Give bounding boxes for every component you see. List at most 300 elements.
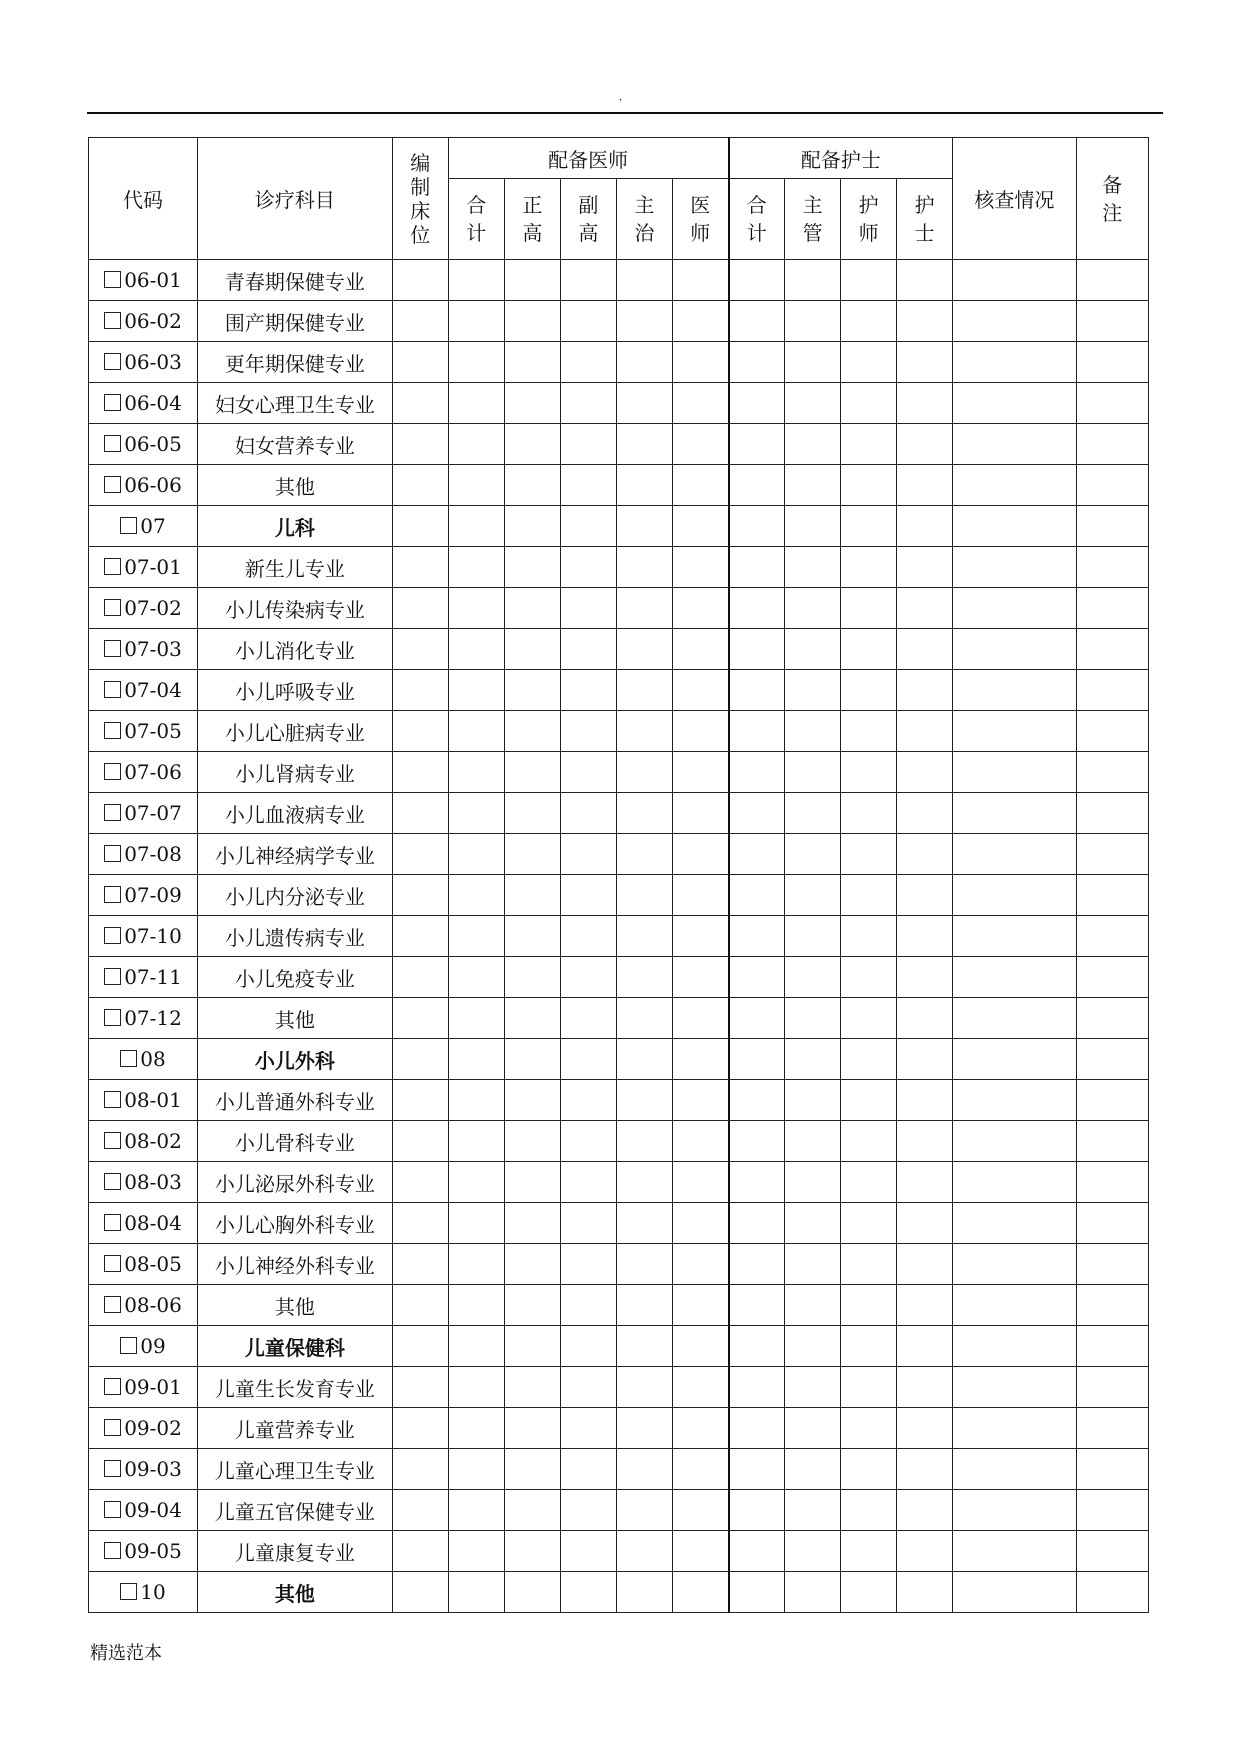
beds-cell[interactable] — [392, 1367, 448, 1408]
nurses-nurse-cell[interactable] — [897, 1408, 953, 1449]
doctors-attending-cell[interactable] — [616, 1490, 672, 1531]
nurses-nurse-cell[interactable] — [897, 711, 953, 752]
doctors-associate-cell[interactable] — [560, 1121, 616, 1162]
doctors-total-cell[interactable] — [448, 793, 504, 834]
doctors-physician-cell[interactable] — [672, 1326, 728, 1367]
remark-cell[interactable] — [1076, 424, 1149, 465]
doctors-attending-cell[interactable] — [616, 834, 672, 875]
nurses-total-cell[interactable] — [729, 547, 785, 588]
nurses-total-cell[interactable] — [729, 383, 785, 424]
remark-cell[interactable] — [1076, 1039, 1149, 1080]
nurses-nurse-cell[interactable] — [897, 916, 953, 957]
doctors-attending-cell[interactable] — [616, 916, 672, 957]
doctors-total-cell[interactable] — [448, 1572, 504, 1613]
checkbox[interactable] — [104, 804, 121, 821]
checkbox[interactable] — [104, 1132, 121, 1149]
doctors-senior-cell[interactable] — [504, 1449, 560, 1490]
beds-cell[interactable] — [392, 875, 448, 916]
nurses-total-cell[interactable] — [729, 670, 785, 711]
doctors-attending-cell[interactable] — [616, 301, 672, 342]
doctors-associate-cell[interactable] — [560, 1572, 616, 1613]
nurses-total-cell[interactable] — [729, 916, 785, 957]
doctors-associate-cell[interactable] — [560, 1326, 616, 1367]
nurses-practitioner-cell[interactable] — [841, 1162, 897, 1203]
checkbox[interactable] — [104, 927, 121, 944]
doctors-associate-cell[interactable] — [560, 752, 616, 793]
nurses-nurse-cell[interactable] — [897, 383, 953, 424]
check-cell[interactable] — [953, 711, 1076, 752]
doctors-total-cell[interactable] — [448, 1203, 504, 1244]
doctors-physician-cell[interactable] — [672, 1490, 728, 1531]
doctors-senior-cell[interactable] — [504, 1203, 560, 1244]
remark-cell[interactable] — [1076, 465, 1149, 506]
doctors-senior-cell[interactable] — [504, 1572, 560, 1613]
doctors-associate-cell[interactable] — [560, 1531, 616, 1572]
nurses-practitioner-cell[interactable] — [841, 752, 897, 793]
doctors-senior-cell[interactable] — [504, 383, 560, 424]
nurses-supervisor-cell[interactable] — [785, 424, 841, 465]
beds-cell[interactable] — [392, 342, 448, 383]
nurses-nurse-cell[interactable] — [897, 506, 953, 547]
remark-cell[interactable] — [1076, 875, 1149, 916]
nurses-practitioner-cell[interactable] — [841, 957, 897, 998]
nurses-practitioner-cell[interactable] — [841, 424, 897, 465]
doctors-attending-cell[interactable] — [616, 875, 672, 916]
doctors-associate-cell[interactable] — [560, 916, 616, 957]
doctors-total-cell[interactable] — [448, 547, 504, 588]
beds-cell[interactable] — [392, 588, 448, 629]
doctors-total-cell[interactable] — [448, 957, 504, 998]
nurses-practitioner-cell[interactable] — [841, 301, 897, 342]
checkbox[interactable] — [104, 886, 121, 903]
check-cell[interactable] — [953, 629, 1076, 670]
check-cell[interactable] — [953, 424, 1076, 465]
nurses-nurse-cell[interactable] — [897, 301, 953, 342]
checkbox[interactable] — [120, 1583, 137, 1600]
nurses-practitioner-cell[interactable] — [841, 1449, 897, 1490]
nurses-nurse-cell[interactable] — [897, 260, 953, 301]
check-cell[interactable] — [953, 1162, 1076, 1203]
doctors-senior-cell[interactable] — [504, 834, 560, 875]
doctors-associate-cell[interactable] — [560, 1285, 616, 1326]
check-cell[interactable] — [953, 752, 1076, 793]
doctors-associate-cell[interactable] — [560, 465, 616, 506]
doctors-total-cell[interactable] — [448, 834, 504, 875]
nurses-supervisor-cell[interactable] — [785, 711, 841, 752]
nurses-practitioner-cell[interactable] — [841, 670, 897, 711]
remark-cell[interactable] — [1076, 793, 1149, 834]
beds-cell[interactable] — [392, 1244, 448, 1285]
doctors-associate-cell[interactable] — [560, 260, 616, 301]
nurses-total-cell[interactable] — [729, 1039, 785, 1080]
remark-cell[interactable] — [1076, 1203, 1149, 1244]
nurses-supervisor-cell[interactable] — [785, 547, 841, 588]
checkbox[interactable] — [104, 722, 121, 739]
doctors-total-cell[interactable] — [448, 1285, 504, 1326]
doctors-physician-cell[interactable] — [672, 875, 728, 916]
doctors-associate-cell[interactable] — [560, 670, 616, 711]
nurses-nurse-cell[interactable] — [897, 342, 953, 383]
doctors-associate-cell[interactable] — [560, 1203, 616, 1244]
nurses-total-cell[interactable] — [729, 834, 785, 875]
nurses-practitioner-cell[interactable] — [841, 1367, 897, 1408]
nurses-practitioner-cell[interactable] — [841, 506, 897, 547]
checkbox[interactable] — [104, 476, 121, 493]
nurses-practitioner-cell[interactable] — [841, 834, 897, 875]
doctors-attending-cell[interactable] — [616, 424, 672, 465]
checkbox[interactable] — [104, 1378, 121, 1395]
doctors-associate-cell[interactable] — [560, 1039, 616, 1080]
check-cell[interactable] — [953, 1531, 1076, 1572]
nurses-total-cell[interactable] — [729, 588, 785, 629]
nurses-nurse-cell[interactable] — [897, 670, 953, 711]
nurses-nurse-cell[interactable] — [897, 588, 953, 629]
nurses-supervisor-cell[interactable] — [785, 1408, 841, 1449]
doctors-physician-cell[interactable] — [672, 588, 728, 629]
remark-cell[interactable] — [1076, 260, 1149, 301]
doctors-total-cell[interactable] — [448, 1080, 504, 1121]
doctors-associate-cell[interactable] — [560, 998, 616, 1039]
doctors-total-cell[interactable] — [448, 588, 504, 629]
nurses-total-cell[interactable] — [729, 711, 785, 752]
checkbox[interactable] — [120, 1050, 137, 1067]
doctors-total-cell[interactable] — [448, 1121, 504, 1162]
doctors-total-cell[interactable] — [448, 1039, 504, 1080]
doctors-associate-cell[interactable] — [560, 383, 616, 424]
doctors-attending-cell[interactable] — [616, 998, 672, 1039]
nurses-practitioner-cell[interactable] — [841, 1039, 897, 1080]
beds-cell[interactable] — [392, 1531, 448, 1572]
doctors-senior-cell[interactable] — [504, 260, 560, 301]
doctors-total-cell[interactable] — [448, 629, 504, 670]
nurses-practitioner-cell[interactable] — [841, 1203, 897, 1244]
doctors-physician-cell[interactable] — [672, 711, 728, 752]
doctors-senior-cell[interactable] — [504, 547, 560, 588]
doctors-attending-cell[interactable] — [616, 793, 672, 834]
check-cell[interactable] — [953, 1572, 1076, 1613]
doctors-total-cell[interactable] — [448, 1162, 504, 1203]
doctors-senior-cell[interactable] — [504, 1080, 560, 1121]
beds-cell[interactable] — [392, 629, 448, 670]
check-cell[interactable] — [953, 998, 1076, 1039]
remark-cell[interactable] — [1076, 547, 1149, 588]
beds-cell[interactable] — [392, 1162, 448, 1203]
beds-cell[interactable] — [392, 506, 448, 547]
doctors-attending-cell[interactable] — [616, 1572, 672, 1613]
doctors-associate-cell[interactable] — [560, 1367, 616, 1408]
beds-cell[interactable] — [392, 547, 448, 588]
doctors-senior-cell[interactable] — [504, 1367, 560, 1408]
doctors-physician-cell[interactable] — [672, 834, 728, 875]
doctors-physician-cell[interactable] — [672, 342, 728, 383]
doctors-senior-cell[interactable] — [504, 629, 560, 670]
nurses-nurse-cell[interactable] — [897, 547, 953, 588]
nurses-nurse-cell[interactable] — [897, 629, 953, 670]
doctors-senior-cell[interactable] — [504, 957, 560, 998]
doctors-attending-cell[interactable] — [616, 506, 672, 547]
doctors-total-cell[interactable] — [448, 342, 504, 383]
doctors-physician-cell[interactable] — [672, 1408, 728, 1449]
nurses-nurse-cell[interactable] — [897, 998, 953, 1039]
nurses-total-cell[interactable] — [729, 629, 785, 670]
beds-cell[interactable] — [392, 1490, 448, 1531]
nurses-supervisor-cell[interactable] — [785, 1531, 841, 1572]
nurses-total-cell[interactable] — [729, 1326, 785, 1367]
remark-cell[interactable] — [1076, 670, 1149, 711]
doctors-associate-cell[interactable] — [560, 629, 616, 670]
nurses-supervisor-cell[interactable] — [785, 465, 841, 506]
doctors-attending-cell[interactable] — [616, 1080, 672, 1121]
doctors-senior-cell[interactable] — [504, 1490, 560, 1531]
nurses-supervisor-cell[interactable] — [785, 1367, 841, 1408]
nurses-total-cell[interactable] — [729, 1203, 785, 1244]
nurses-supervisor-cell[interactable] — [785, 1162, 841, 1203]
nurses-practitioner-cell[interactable] — [841, 793, 897, 834]
doctors-senior-cell[interactable] — [504, 1531, 560, 1572]
remark-cell[interactable] — [1076, 1285, 1149, 1326]
doctors-physician-cell[interactable] — [672, 793, 728, 834]
doctors-attending-cell[interactable] — [616, 752, 672, 793]
check-cell[interactable] — [953, 1121, 1076, 1162]
beds-cell[interactable] — [392, 1326, 448, 1367]
beds-cell[interactable] — [392, 1121, 448, 1162]
doctors-physician-cell[interactable] — [672, 1572, 728, 1613]
remark-cell[interactable] — [1076, 711, 1149, 752]
doctors-physician-cell[interactable] — [672, 260, 728, 301]
remark-cell[interactable] — [1076, 1244, 1149, 1285]
beds-cell[interactable] — [392, 1285, 448, 1326]
nurses-supervisor-cell[interactable] — [785, 1326, 841, 1367]
doctors-attending-cell[interactable] — [616, 342, 672, 383]
beds-cell[interactable] — [392, 1449, 448, 1490]
beds-cell[interactable] — [392, 465, 448, 506]
doctors-physician-cell[interactable] — [672, 301, 728, 342]
doctors-associate-cell[interactable] — [560, 424, 616, 465]
doctors-attending-cell[interactable] — [616, 711, 672, 752]
doctors-physician-cell[interactable] — [672, 1162, 728, 1203]
nurses-practitioner-cell[interactable] — [841, 1080, 897, 1121]
doctors-physician-cell[interactable] — [672, 1449, 728, 1490]
nurses-total-cell[interactable] — [729, 1080, 785, 1121]
nurses-supervisor-cell[interactable] — [785, 752, 841, 793]
check-cell[interactable] — [953, 1244, 1076, 1285]
nurses-total-cell[interactable] — [729, 1408, 785, 1449]
nurses-supervisor-cell[interactable] — [785, 1572, 841, 1613]
remark-cell[interactable] — [1076, 588, 1149, 629]
doctors-senior-cell[interactable] — [504, 465, 560, 506]
nurses-nurse-cell[interactable] — [897, 1039, 953, 1080]
nurses-nurse-cell[interactable] — [897, 1162, 953, 1203]
nurses-supervisor-cell[interactable] — [785, 1121, 841, 1162]
nurses-supervisor-cell[interactable] — [785, 301, 841, 342]
remark-cell[interactable] — [1076, 1408, 1149, 1449]
nurses-practitioner-cell[interactable] — [841, 998, 897, 1039]
checkbox[interactable] — [104, 968, 121, 985]
doctors-senior-cell[interactable] — [504, 752, 560, 793]
nurses-supervisor-cell[interactable] — [785, 1244, 841, 1285]
nurses-supervisor-cell[interactable] — [785, 834, 841, 875]
nurses-supervisor-cell[interactable] — [785, 1039, 841, 1080]
remark-cell[interactable] — [1076, 1080, 1149, 1121]
doctors-attending-cell[interactable] — [616, 670, 672, 711]
nurses-supervisor-cell[interactable] — [785, 383, 841, 424]
remark-cell[interactable] — [1076, 506, 1149, 547]
doctors-physician-cell[interactable] — [672, 916, 728, 957]
doctors-physician-cell[interactable] — [672, 998, 728, 1039]
remark-cell[interactable] — [1076, 1572, 1149, 1613]
remark-cell[interactable] — [1076, 957, 1149, 998]
nurses-nurse-cell[interactable] — [897, 1203, 953, 1244]
doctors-associate-cell[interactable] — [560, 957, 616, 998]
nurses-supervisor-cell[interactable] — [785, 998, 841, 1039]
remark-cell[interactable] — [1076, 1121, 1149, 1162]
checkbox[interactable] — [104, 763, 121, 780]
doctors-total-cell[interactable] — [448, 1531, 504, 1572]
doctors-attending-cell[interactable] — [616, 547, 672, 588]
check-cell[interactable] — [953, 1039, 1076, 1080]
doctors-associate-cell[interactable] — [560, 1244, 616, 1285]
doctors-attending-cell[interactable] — [616, 383, 672, 424]
doctors-physician-cell[interactable] — [672, 1039, 728, 1080]
remark-cell[interactable] — [1076, 1490, 1149, 1531]
nurses-supervisor-cell[interactable] — [785, 916, 841, 957]
doctors-attending-cell[interactable] — [616, 1039, 672, 1080]
beds-cell[interactable] — [392, 670, 448, 711]
doctors-physician-cell[interactable] — [672, 547, 728, 588]
doctors-senior-cell[interactable] — [504, 711, 560, 752]
nurses-total-cell[interactable] — [729, 1121, 785, 1162]
nurses-practitioner-cell[interactable] — [841, 1285, 897, 1326]
nurses-nurse-cell[interactable] — [897, 465, 953, 506]
checkbox[interactable] — [104, 1214, 121, 1231]
check-cell[interactable] — [953, 342, 1076, 383]
nurses-total-cell[interactable] — [729, 1449, 785, 1490]
doctors-total-cell[interactable] — [448, 465, 504, 506]
beds-cell[interactable] — [392, 1080, 448, 1121]
nurses-supervisor-cell[interactable] — [785, 260, 841, 301]
check-cell[interactable] — [953, 465, 1076, 506]
beds-cell[interactable] — [392, 1408, 448, 1449]
check-cell[interactable] — [953, 383, 1076, 424]
doctors-attending-cell[interactable] — [616, 629, 672, 670]
doctors-associate-cell[interactable] — [560, 875, 616, 916]
nurses-supervisor-cell[interactable] — [785, 875, 841, 916]
beds-cell[interactable] — [392, 1039, 448, 1080]
nurses-total-cell[interactable] — [729, 957, 785, 998]
nurses-practitioner-cell[interactable] — [841, 260, 897, 301]
nurses-nurse-cell[interactable] — [897, 957, 953, 998]
nurses-practitioner-cell[interactable] — [841, 1121, 897, 1162]
doctors-senior-cell[interactable] — [504, 1408, 560, 1449]
remark-cell[interactable] — [1076, 629, 1149, 670]
checkbox[interactable] — [104, 1460, 121, 1477]
doctors-total-cell[interactable] — [448, 1449, 504, 1490]
check-cell[interactable] — [953, 957, 1076, 998]
check-cell[interactable] — [953, 1408, 1076, 1449]
remark-cell[interactable] — [1076, 383, 1149, 424]
nurses-total-cell[interactable] — [729, 752, 785, 793]
nurses-total-cell[interactable] — [729, 260, 785, 301]
doctors-attending-cell[interactable] — [616, 1203, 672, 1244]
nurses-nurse-cell[interactable] — [897, 793, 953, 834]
doctors-physician-cell[interactable] — [672, 465, 728, 506]
nurses-total-cell[interactable] — [729, 1490, 785, 1531]
doctors-associate-cell[interactable] — [560, 342, 616, 383]
doctors-attending-cell[interactable] — [616, 260, 672, 301]
doctors-senior-cell[interactable] — [504, 301, 560, 342]
doctors-total-cell[interactable] — [448, 301, 504, 342]
nurses-total-cell[interactable] — [729, 424, 785, 465]
nurses-total-cell[interactable] — [729, 875, 785, 916]
doctors-attending-cell[interactable] — [616, 1449, 672, 1490]
nurses-nurse-cell[interactable] — [897, 1244, 953, 1285]
doctors-physician-cell[interactable] — [672, 1244, 728, 1285]
check-cell[interactable] — [953, 506, 1076, 547]
nurses-practitioner-cell[interactable] — [841, 629, 897, 670]
nurses-supervisor-cell[interactable] — [785, 342, 841, 383]
nurses-total-cell[interactable] — [729, 793, 785, 834]
doctors-senior-cell[interactable] — [504, 998, 560, 1039]
remark-cell[interactable] — [1076, 1326, 1149, 1367]
check-cell[interactable] — [953, 1080, 1076, 1121]
nurses-nurse-cell[interactable] — [897, 1121, 953, 1162]
nurses-practitioner-cell[interactable] — [841, 1531, 897, 1572]
doctors-senior-cell[interactable] — [504, 1121, 560, 1162]
nurses-nurse-cell[interactable] — [897, 1572, 953, 1613]
nurses-supervisor-cell[interactable] — [785, 1449, 841, 1490]
nurses-total-cell[interactable] — [729, 998, 785, 1039]
remark-cell[interactable] — [1076, 998, 1149, 1039]
doctors-associate-cell[interactable] — [560, 1408, 616, 1449]
checkbox[interactable] — [104, 353, 121, 370]
doctors-attending-cell[interactable] — [616, 1285, 672, 1326]
nurses-nurse-cell[interactable] — [897, 1326, 953, 1367]
nurses-supervisor-cell[interactable] — [785, 793, 841, 834]
nurses-supervisor-cell[interactable] — [785, 506, 841, 547]
check-cell[interactable] — [953, 1326, 1076, 1367]
check-cell[interactable] — [953, 547, 1076, 588]
doctors-associate-cell[interactable] — [560, 1449, 616, 1490]
nurses-nurse-cell[interactable] — [897, 1490, 953, 1531]
remark-cell[interactable] — [1076, 752, 1149, 793]
checkbox[interactable] — [104, 1542, 121, 1559]
doctors-associate-cell[interactable] — [560, 793, 616, 834]
doctors-total-cell[interactable] — [448, 260, 504, 301]
nurses-nurse-cell[interactable] — [897, 834, 953, 875]
remark-cell[interactable] — [1076, 834, 1149, 875]
doctors-total-cell[interactable] — [448, 711, 504, 752]
remark-cell[interactable] — [1076, 1367, 1149, 1408]
remark-cell[interactable] — [1076, 1449, 1149, 1490]
doctors-senior-cell[interactable] — [504, 670, 560, 711]
doctors-total-cell[interactable] — [448, 383, 504, 424]
beds-cell[interactable] — [392, 424, 448, 465]
doctors-associate-cell[interactable] — [560, 1162, 616, 1203]
doctors-senior-cell[interactable] — [504, 1244, 560, 1285]
nurses-total-cell[interactable] — [729, 342, 785, 383]
nurses-total-cell[interactable] — [729, 301, 785, 342]
nurses-total-cell[interactable] — [729, 1572, 785, 1613]
nurses-nurse-cell[interactable] — [897, 1449, 953, 1490]
check-cell[interactable] — [953, 793, 1076, 834]
check-cell[interactable] — [953, 916, 1076, 957]
checkbox[interactable] — [104, 681, 121, 698]
doctors-senior-cell[interactable] — [504, 342, 560, 383]
beds-cell[interactable] — [392, 1203, 448, 1244]
checkbox[interactable] — [104, 312, 121, 329]
doctors-physician-cell[interactable] — [672, 1203, 728, 1244]
nurses-nurse-cell[interactable] — [897, 752, 953, 793]
